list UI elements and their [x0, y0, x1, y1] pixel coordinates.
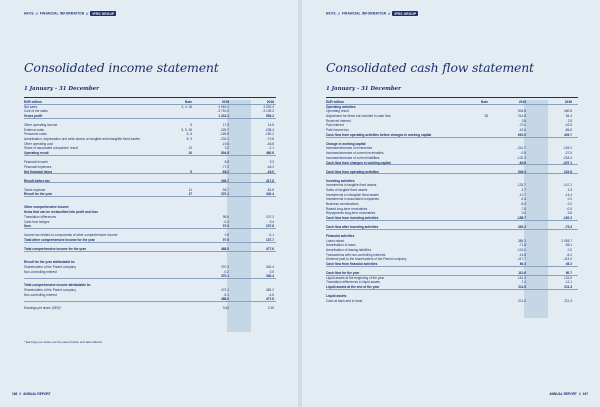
page-title: Consolidated cash flow statement [326, 60, 534, 75]
row-value-current: 0.5 [224, 233, 229, 238]
row-label: Personnel costs [24, 132, 47, 137]
row-value-previous: -43.0 [266, 169, 274, 174]
row-value-previous: 0.0 [269, 269, 274, 274]
row-label: Amortisation of loans [326, 243, 356, 248]
row-value-current: 112.6 [518, 271, 526, 276]
row-value-current: 4.7 [521, 187, 526, 192]
row-value-current: -169.9 [219, 132, 229, 137]
row-value-previous: -81.8 [266, 187, 274, 192]
header-section: FINANCIAL INFORMATION [341, 11, 387, 16]
row-value-previous: 14.8 [267, 123, 274, 128]
row-value-previous: -0.1 [268, 233, 274, 238]
row-value-previous: 211.3 [564, 298, 572, 303]
row-value-current: -117.7 [517, 257, 526, 262]
row-value-previous: 3.3 [567, 187, 572, 192]
row-value-previous: 107.8 [266, 224, 274, 229]
row-label: Shareholders of the Parent company [24, 264, 76, 269]
row-value-previous: -46.8 [266, 141, 274, 146]
row-label: Other comprehensive income [24, 205, 69, 210]
row-value-previous: -70.8 [266, 137, 274, 142]
column-header-year-previous: 2018 [266, 100, 274, 104]
row-label: Increase/decrease of inventories [326, 146, 373, 151]
row-value-previous: 429.7 [564, 132, 572, 137]
row-value-current: -8.4 [520, 201, 526, 206]
row-label: Increase/decrease of current receivables [326, 151, 384, 156]
row-value-previous: -150.2 [264, 132, 274, 137]
row-value-current: -77.0 [221, 164, 229, 169]
row-value-current: 97.0 [222, 224, 229, 229]
row-value-previous: 3.3 [269, 160, 274, 165]
row-label: External costs [24, 127, 45, 132]
table-row [24, 306, 276, 311]
row-label: Increase/decrease of current liabilities [326, 155, 380, 160]
row-label: Investments in associated companies [326, 197, 379, 202]
row-value-previous: -3 139.2 [262, 109, 274, 114]
page-subtitle: 1 January - 31 December [24, 86, 99, 92]
row-label: Repayments long-term receivables [326, 211, 376, 216]
column-header-note: Note [184, 100, 192, 104]
row-value-current: -12.7 [518, 192, 526, 197]
row-value-current: -132.3 [516, 155, 526, 160]
header-brand: HKVS [326, 11, 336, 16]
row-value-previous: -194.0 [562, 146, 572, 151]
row-value-previous: -238.4 [264, 127, 274, 132]
row-value-previous: 211.3 [564, 285, 572, 290]
row-note: 5, 6 [186, 132, 192, 137]
row-value-current: 17.9 [222, 123, 229, 128]
column-header-note: Note [480, 100, 488, 104]
column-header-year-previous: 2018 [564, 100, 572, 104]
row-value-previous: -0.9 [566, 206, 572, 211]
row-note: 5 [190, 123, 192, 128]
row-label: Total comprehensive income for the year [24, 246, 86, 251]
row-value-previous: 4 092.4 [263, 104, 274, 109]
row-value-previous: -11.1 [564, 280, 572, 285]
row-label: Non-controlling interest [24, 292, 57, 297]
row-note: 9 [190, 169, 192, 174]
row-value-current: 468.0 [221, 297, 229, 302]
row-value-current: 95.6 [222, 214, 229, 219]
row-value-previous: 417.8 [266, 178, 274, 183]
income-statement-table [24, 100, 276, 311]
row-value-previous: -14.4 [564, 192, 572, 197]
page-footer: ANNUAL REPORT // 167 [549, 392, 588, 396]
row-value-current: 80.4 [519, 262, 526, 267]
row-value-previous: 90.7 [565, 271, 572, 276]
title-rule [326, 97, 578, 98]
row-value-previous: -27.6 [564, 151, 572, 156]
row-label: Investments in tangible fixed assets [326, 183, 377, 188]
row-value-previous: -86.6 [564, 128, 572, 133]
row-label: Paid income tax [326, 128, 349, 133]
row-label: Total other comprehensive income for the year [24, 237, 95, 242]
row-note: 3, 4, 18 [181, 104, 192, 109]
row-value-previous: -42.5 [564, 123, 572, 128]
row-value-current: -0.3 [223, 219, 229, 224]
row-label: Sum [24, 224, 31, 229]
row-value-current: 8.8 [224, 160, 229, 165]
row-value-previous: -2.1 [268, 146, 274, 151]
row-label: Result for the year attributable to: [24, 260, 76, 265]
row-value-current: -7.6 [520, 206, 526, 211]
row-value-previous: 477.6 [266, 246, 274, 251]
row-value-previous: 222.6 [564, 169, 572, 174]
row-label: Raised long-term receivables [326, 206, 368, 211]
row-value-previous: 460.8 [266, 151, 274, 156]
row-value-previous: 482.2 [266, 287, 274, 292]
row-value-current: -42.4 [518, 128, 526, 133]
row-value-current: -68.2 [221, 169, 229, 174]
row-label: Liquid assets at the end of the year [326, 285, 380, 290]
row-label: Liquid assets at the beginning of the year [326, 275, 385, 280]
row-value-current: -241.7 [516, 146, 526, 151]
row-value-current: 4 983.1 [218, 104, 229, 109]
row-value-current: 0.4 [521, 211, 526, 216]
row-label: Cash flow from changes in working capital [326, 160, 391, 165]
row-value-previous: -6.0 [566, 252, 572, 257]
row-value-current: 436.7 [221, 178, 229, 183]
row-label: Cash flow after investing activities [326, 225, 379, 229]
column-header-year-current: 2019 [221, 100, 229, 104]
column-header-label: EUR million [24, 100, 42, 104]
row-value-current: 370.1 [221, 274, 229, 279]
row-value-current: 161.3 [518, 275, 526, 280]
footer-label: ANNUAL REPORT [23, 392, 51, 396]
row-value-previous: 340.4 [266, 264, 274, 269]
row-value-current: 473.1 [221, 287, 229, 292]
row-note: 10 [188, 151, 192, 156]
row-value-current: 504.8 [221, 151, 229, 156]
row-value-previous: 2 055.7 [561, 238, 572, 243]
row-label: Loans raised [326, 238, 345, 243]
row-value-current: -133.7 [516, 183, 526, 188]
row-value-current: -0.5 [520, 151, 526, 156]
row-note: 5, 9, 18 [181, 127, 192, 132]
page-number: 167 [582, 392, 588, 396]
row-value-previous: 340.4 [266, 274, 274, 279]
cash-flow-table [326, 100, 578, 304]
row-label: Amortisation, depreciation and write-downs on tangible and intangible fixed assets [24, 137, 140, 142]
row-label: Investing activities [326, 178, 355, 183]
row-value-current: -158.7 [516, 216, 526, 221]
row-value-previous: -46.3 [266, 164, 274, 169]
row-label: Taxes expense [24, 187, 46, 192]
row-value-previous: -218.4 [562, 155, 572, 160]
row-label: Cost of the sales [24, 109, 48, 114]
row-value-previous: -70.3 [564, 225, 572, 229]
page-title: Consolidated income statement [24, 60, 219, 75]
column-header-label: EUR million [326, 100, 344, 104]
row-value-previous: 477.6 [266, 297, 274, 302]
row-value-previous: 2.8 [567, 118, 572, 123]
row-value-previous: 137.7 [266, 237, 274, 242]
row-value-previous: -113.0 [563, 257, 572, 262]
row-value-current: 610.0 [518, 132, 526, 137]
row-value-previous: -152.3 [562, 216, 572, 221]
row-value-current: -7.4 [520, 280, 526, 285]
row-label: Result for the year [24, 192, 52, 197]
row-value-current: -101.0 [516, 248, 526, 253]
row-value-previous: 9.4 [269, 219, 274, 224]
row-label: Amortisation of leasing liabilities [326, 248, 372, 253]
row-value-previous: 3.35 [267, 306, 274, 311]
row-value-current: 549.3 [518, 169, 526, 174]
page-footer: 166 // ANNUAL REPORT [12, 392, 51, 396]
row-value-current: -96.7 [221, 187, 229, 192]
row-label: Operating activities [326, 104, 356, 109]
row-value-previous: 340.4 [266, 192, 274, 197]
page-header: HKVS // FINANCIAL INFORMATION // IFRS GROUP [326, 11, 417, 16]
row-value-current: -60.6 [518, 160, 526, 165]
left-page [0, 0, 298, 407]
row-label: Sales of tangible fixed assets [326, 187, 368, 192]
row-value-previous: 49.2 [565, 262, 572, 267]
row-label: Operating result [24, 151, 49, 156]
page-header: HKVS // FINANCIAL INFORMATION // IFRS GROUP [24, 11, 115, 16]
row-value-current: -14.8 [518, 252, 526, 257]
row-value-previous: 0.0 [567, 201, 572, 206]
row-label: Liquid assets [326, 294, 347, 299]
row-label: Cash flow from financial activities [326, 262, 378, 267]
row-value-previous: 131.6 [564, 275, 572, 280]
row-label: Gross profit [24, 114, 43, 119]
row-note: 11 [188, 187, 192, 192]
row-label: Investments in intangible fixed assets [326, 192, 379, 197]
row-label: Result before tax [24, 178, 50, 183]
row-label: Dividend paid to the shareholders of the Parent company [326, 257, 407, 262]
title-rule [24, 97, 276, 98]
row-label: Other operating cost [24, 141, 53, 146]
row-value-previous: 3.8 [567, 211, 572, 216]
row-value-current: 2.8 [521, 118, 526, 123]
row-note: 13 [188, 146, 192, 151]
row-label: Cash flow for the year [326, 271, 360, 276]
footer-label: ANNUAL REPORT [549, 392, 577, 396]
row-label: Operating result [326, 109, 349, 114]
row-label: Earnings per share (SEK)* [24, 306, 62, 311]
row-value-current: 370.3 [221, 264, 229, 269]
row-value-current: -5.1 [223, 292, 229, 297]
page-subtitle: 1 January - 31 December [326, 86, 401, 92]
row-label: Business combinations [326, 201, 359, 206]
row-note: 8, 9 [186, 137, 192, 142]
row-note: 28 [484, 114, 488, 119]
row-value-current: -3 751.0 [217, 109, 229, 114]
row-label: Total comprehensive income attributable to: [24, 283, 91, 288]
row-value-current: 3.64 [222, 306, 229, 311]
row-value-previous: -4.6 [268, 292, 274, 297]
row-label: Cash at bank and in hand [326, 298, 363, 303]
row-label: Financial expenses [24, 164, 52, 169]
row-value-current: 211.5 [518, 285, 526, 290]
row-label: Financial income [24, 160, 48, 165]
row-value-current: 504.8 [518, 109, 526, 114]
column-header-year-current: 2019 [518, 100, 526, 104]
row-label: Transactions with non-controlling interests [326, 252, 386, 257]
row-label: Financial activities [326, 233, 355, 238]
row-value-current: -0.2 [223, 269, 229, 274]
row-value-previous: 0.0 [567, 197, 572, 202]
row-label: Translation differences [24, 214, 57, 219]
row-label: Net sales [24, 104, 38, 109]
row-label: Net financial items [24, 169, 53, 174]
row-value-current: 370.1 [221, 192, 229, 197]
row-value-current: 392.2 [518, 225, 526, 229]
row-value-previous: -147.1 [562, 183, 572, 188]
row-label: Cash flow from operating activities [326, 169, 379, 174]
page-number: 166 [12, 392, 18, 396]
right-page [302, 0, 600, 407]
row-value-current: -70.1 [518, 123, 526, 128]
row-value-current: 3.2 [224, 146, 229, 151]
row-label: Non-controlling interest [24, 269, 57, 274]
row-value-current: -325.7 [219, 127, 229, 132]
row-label: Adjustment for items not included in cash flow [326, 114, 391, 119]
row-label: Share of associated companies' result [24, 146, 78, 151]
row-value-previous: -207.1 [562, 160, 572, 165]
row-label: Shareholders of the Parent company [24, 287, 76, 292]
row-label: Items that can be reclassified into profit and loss [24, 210, 99, 215]
row-label: Change in working capital [326, 141, 366, 146]
row-value-current: -71.8 [518, 243, 526, 248]
row-value-previous: 953.2 [266, 114, 274, 119]
row-value-current: -233.1 [219, 137, 229, 142]
row-value-current: -0.4 [520, 197, 526, 202]
row-value-current: 386.3 [518, 238, 526, 243]
row-value-current: 211.5 [518, 298, 526, 303]
row-value-current: -19.8 [221, 141, 229, 146]
row-value-previous: 0.0 [567, 248, 572, 253]
header-badge: IFRS GROUP [92, 11, 115, 16]
header-badge: IFRS GROUP [394, 11, 417, 16]
row-note: 17 [188, 192, 192, 197]
row-value-current: 468.0 [221, 246, 229, 251]
table-row [326, 299, 578, 304]
row-value-previous: 460.8 [564, 109, 572, 114]
row-label: Cash flow hedges [24, 219, 50, 224]
row-label: Cash flow from investing activities [326, 216, 379, 221]
row-label: Income tax related to components of other comprehensive income [24, 233, 118, 238]
footnote: * Earnings per share are the same before and after dilution. [24, 340, 103, 344]
row-label: Other operating income [24, 123, 58, 128]
row-label: Received interest [326, 118, 351, 123]
row-value-current: 214.8 [518, 114, 526, 119]
row-value-previous: 54.4 [565, 114, 572, 119]
row-value-current: 1 232.1 [218, 114, 229, 119]
row-label: Cash flow from operating activities before changes in working capital [326, 132, 432, 137]
header-section: FINANCIAL INFORMATION [39, 11, 85, 16]
row-value-current: 97.5 [222, 237, 229, 242]
header-brand: HKVS [24, 11, 34, 16]
row-label: Translation differences in liquid assets [326, 280, 380, 285]
row-value-previous: -96.1 [564, 243, 572, 248]
row-label: Paid interest [326, 123, 344, 128]
row-value-previous: 107.3 [266, 214, 274, 219]
